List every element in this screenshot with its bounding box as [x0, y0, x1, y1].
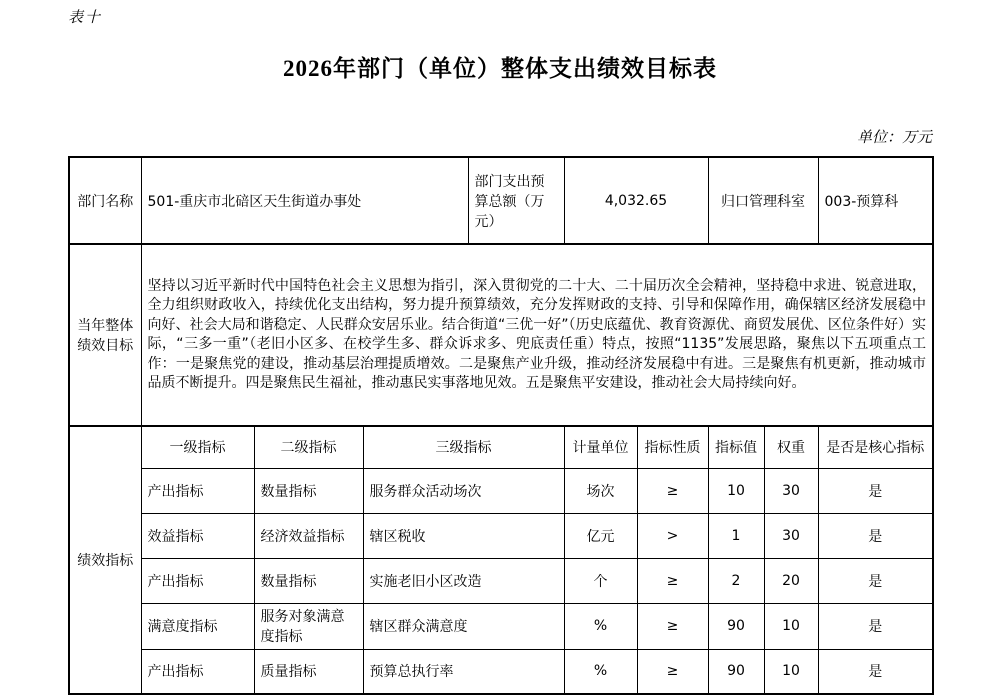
managing-office-label: 归口管理科室 [708, 157, 818, 244]
indicator-level3: 服务群众活动场次 [363, 468, 564, 513]
indicator-unit: 个 [564, 558, 637, 603]
page-title: 2026年部门（单位）整体支出绩效目标表 [283, 56, 717, 81]
indicator-row [69, 649, 933, 694]
indicator-unit: % [564, 603, 637, 649]
indicator-row [69, 468, 933, 513]
indicator-core: 是 [818, 468, 933, 513]
indicator-level1: 产出指标 [141, 468, 254, 513]
indicator-level1: 产出指标 [141, 649, 254, 694]
indicator-core: 是 [818, 558, 933, 603]
performance-target-table [68, 156, 934, 695]
indicator-level2: 数量指标 [254, 558, 363, 603]
header-weight: 权重 [764, 426, 818, 468]
table-row [69, 157, 933, 244]
indicator-level2: 经济效益指标 [254, 513, 363, 558]
indicator-unit: % [564, 649, 637, 694]
indicator-weight: 30 [764, 468, 818, 513]
budget-total-value: 4,032.65 [564, 157, 708, 244]
table-row [69, 244, 933, 426]
indicator-level3: 预算总执行率 [363, 649, 564, 694]
header-level3: 三级指标 [363, 426, 564, 468]
header-level2: 二级指标 [254, 426, 363, 468]
unit-note: 单位：万元 [856, 128, 932, 146]
dept-name-value: 501-重庆市北碚区天生街道办事处 [141, 157, 468, 244]
table-number-label: 表十 [68, 8, 103, 26]
indicator-unit: 亿元 [564, 513, 637, 558]
indicator-level1: 产出指标 [141, 558, 254, 603]
dept-name-label: 部门名称 [69, 157, 141, 244]
indicator-nature: ≥ [637, 603, 708, 649]
indicator-nature: ≥ [637, 649, 708, 694]
indicator-unit: 场次 [564, 468, 637, 513]
header-value: 指标值 [708, 426, 764, 468]
indicator-row [69, 603, 933, 649]
annual-goal-text: 坚持以习近平新时代中国特色社会主义思想为指引，深入贯彻党的二十大、二十届历次全会精神，坚持稳中求进、锐意进取，全力组织财政收入，持续优化支出结构，努力提升预算绩效，充分发挥财政的支持、引导和保障作用，确保辖区经济发展稳中向好、社会大局和谐稳定、人民群众安居乐业。结合街道“三优一好”（历史底蕴优、教育资源优、商贸发展优、区位条件好）实际，“三多一重”（老旧小区多、在校学生多、群众诉求多、兜底责任重）特点，按照“1135”发展思路，聚焦以下五项重点工作：一是聚焦党的建设，推动基层治理提质增效。二是聚焦产业升级，推动经济发展稳中有进。三是聚焦有机更新，推动城市品质不断提升。四是聚焦民生福祉，推动惠民实事落地见效。五是聚焦平安建设，推动社会大局持续向好。 [141, 244, 933, 426]
indicator-weight: 10 [764, 603, 818, 649]
indicator-level1: 满意度指标 [141, 603, 254, 649]
indicator-level3: 实施老旧小区改造 [363, 558, 564, 603]
indicator-value: 2 [708, 558, 764, 603]
indicator-level3: 辖区群众满意度 [363, 603, 564, 649]
indicator-weight: 20 [764, 558, 818, 603]
indicators-label: 绩效指标 [69, 426, 141, 694]
indicator-level2: 服务对象满意度指标 [254, 603, 363, 649]
indicator-core: 是 [818, 649, 933, 694]
indicator-header-row [69, 426, 933, 468]
header-core: 是否是核心指标 [818, 426, 933, 468]
indicator-level1: 效益指标 [141, 513, 254, 558]
indicator-weight: 30 [764, 513, 818, 558]
indicator-weight: 10 [764, 649, 818, 694]
indicator-level3: 辖区税收 [363, 513, 564, 558]
header-level1: 一级指标 [141, 426, 254, 468]
indicator-nature: ≥ [637, 558, 708, 603]
indicator-nature: > [637, 513, 708, 558]
indicator-value: 90 [708, 603, 764, 649]
indicator-value: 10 [708, 468, 764, 513]
header-unit: 计量单位 [564, 426, 637, 468]
indicator-level2: 质量指标 [254, 649, 363, 694]
indicator-nature: ≥ [637, 468, 708, 513]
indicator-core: 是 [818, 513, 933, 558]
managing-office-value: 003-预算科 [818, 157, 933, 244]
header-nature: 指标性质 [637, 426, 708, 468]
indicator-value: 1 [708, 513, 764, 558]
indicator-value: 90 [708, 649, 764, 694]
budget-total-label: 部门支出预算总额（万元） [468, 157, 564, 244]
indicator-row [69, 513, 933, 558]
indicator-level2: 数量指标 [254, 468, 363, 513]
indicator-core: 是 [818, 603, 933, 649]
annual-goal-label: 当年整体绩效目标 [69, 244, 141, 426]
indicator-row [69, 558, 933, 603]
